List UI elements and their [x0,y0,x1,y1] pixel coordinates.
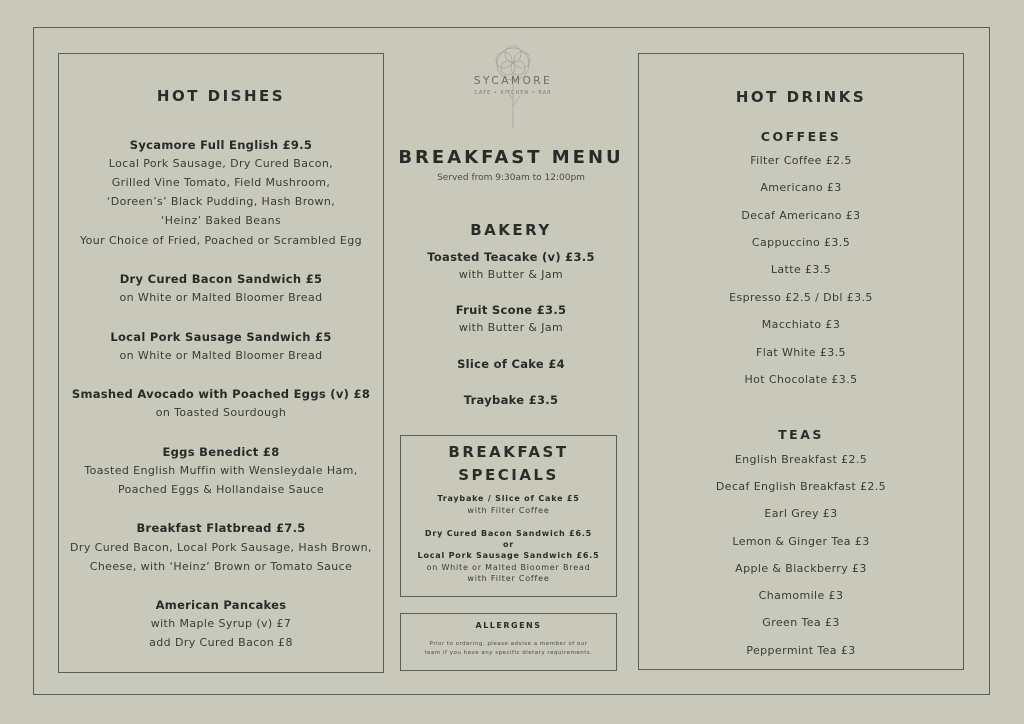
cake-name: Slice of Cake £4 [457,357,565,371]
special-2-name-alt: Local Pork Sausage Sandwich £6.5 [417,551,600,560]
full-english-desc-2: Grilled Vine Tomato, Field Mushroom, [111,176,331,189]
pancakes-desc-2: add Dry Cured Bacon £8 [149,636,293,649]
special-1-name: Traybake / Slice of Cake £5 [437,494,580,503]
sausage-sandwich-desc: on White or Malted Bloomer Bread [119,349,323,362]
allergens-line-2: team if you have any specific dietary requirements. [424,650,593,656]
teas-heading: TEAS [778,427,824,442]
flatbread-name: Breakfast Flatbread £7.5 [136,521,306,535]
scone-name: Fruit Scone £3.5 [455,303,567,317]
hot-dishes-heading: HOT DISHES [156,87,286,105]
tea-item: Lemon & Ginger Tea £3 [732,535,870,548]
tea-item: Apple & Blackberry £3 [735,562,867,575]
coffee-item: Latte £3.5 [770,263,832,276]
eggs-benedict-name: Eggs Benedict £8 [162,445,280,459]
coffee-item: Decaf Americano £3 [741,209,861,222]
special-2-desc-1: on White or Malted Bloomer Bread [426,563,591,572]
served-times: Served from 9:30am to 12:00pm [437,173,585,183]
tea-item: Earl Grey £3 [764,507,838,520]
hot-drinks-panel [638,53,964,670]
special-1-desc: with Filter Coffee [467,506,550,515]
pancakes-desc-1: with Maple Syrup (v) £7 [150,617,292,630]
full-english-desc-1: Local Pork Sausage, Dry Cured Bacon, [108,157,334,170]
tea-item: Green Tea £3 [762,616,840,629]
coffee-item: Filter Coffee £2.5 [750,154,852,167]
special-2-or: or [502,540,515,549]
eggs-benedict-desc-1: Toasted English Muffin with Wensleydale Ham, [84,464,358,477]
tea-item: Decaf English Breakfast £2.5 [715,480,887,493]
coffee-item: Cappuccino £3.5 [751,236,851,249]
special-2-name: Dry Cured Bacon Sandwich £6.5 [424,529,593,538]
avocado-desc: on Toasted Sourdough [155,406,287,419]
full-english-name: Sycamore Full English £9.5 [129,138,313,152]
allergens-line-1: Prior to ordering, please advise a member of our [429,641,588,647]
coffee-item: Americano £3 [760,181,842,194]
special-2-desc-2: with Filter Coffee [467,574,550,583]
tea-item: English Breakfast £2.5 [734,453,868,466]
avocado-name: Smashed Avocado with Poached Eggs (v) £8 [71,387,371,401]
bacon-sandwich-desc: on White or Malted Bloomer Bread [119,291,323,304]
full-english-desc-5: Your Choice of Fried, Poached or Scrambled Egg [79,234,362,247]
coffee-item: Espresso £2.5 / Dbl £3.5 [729,291,873,304]
full-english-desc-3: ‘Doreen’s’ Black Pudding, Hash Brown, [106,195,336,208]
pancakes-name: American Pancakes [155,598,287,612]
bacon-sandwich-name: Dry Cured Bacon Sandwich £5 [119,272,323,286]
brand-name: SYCAMORE [473,75,553,87]
teacake-desc: with Butter & Jam [458,268,564,281]
sausage-sandwich-name: Local Pork Sausage Sandwich £5 [110,330,332,344]
eggs-benedict-desc-2: Poached Eggs & Hollandaise Sauce [117,483,325,496]
coffees-heading: COFFEES [760,129,842,144]
coffee-item: Hot Chocolate £3.5 [744,373,858,386]
specials-title-1: BREAKFAST [448,443,569,461]
menu-title: BREAKFAST MENU [398,147,624,168]
sycamore-tree-logo-icon [468,44,558,132]
specials-title-2: SPECIALS [458,466,559,484]
scone-desc: with Butter & Jam [458,321,564,334]
allergens-title: ALLERGENS [475,621,542,630]
tea-item: Peppermint Tea £3 [746,644,856,657]
coffee-item: Flat White £3.5 [756,346,846,359]
coffee-item: Macchiato £3 [761,318,841,331]
tea-item: Chamomile £3 [758,589,844,602]
flatbread-desc-1: Dry Cured Bacon, Local Pork Sausage, Hash Brown, [70,541,372,554]
bakery-heading: BAKERY [470,221,552,239]
full-english-desc-4: ‘Heinz’ Baked Beans [160,214,282,227]
flatbread-desc-2: Cheese, with ‘Heinz’ Brown or Tomato Sauce [89,560,353,573]
teacake-name: Toasted Teacake (v) £3.5 [427,250,595,264]
hot-drinks-heading: HOT DRINKS [735,88,867,106]
brand-tagline: CAFE • KITCHEN • BAR [474,90,552,96]
traybake-name: Traybake £3.5 [463,393,559,407]
